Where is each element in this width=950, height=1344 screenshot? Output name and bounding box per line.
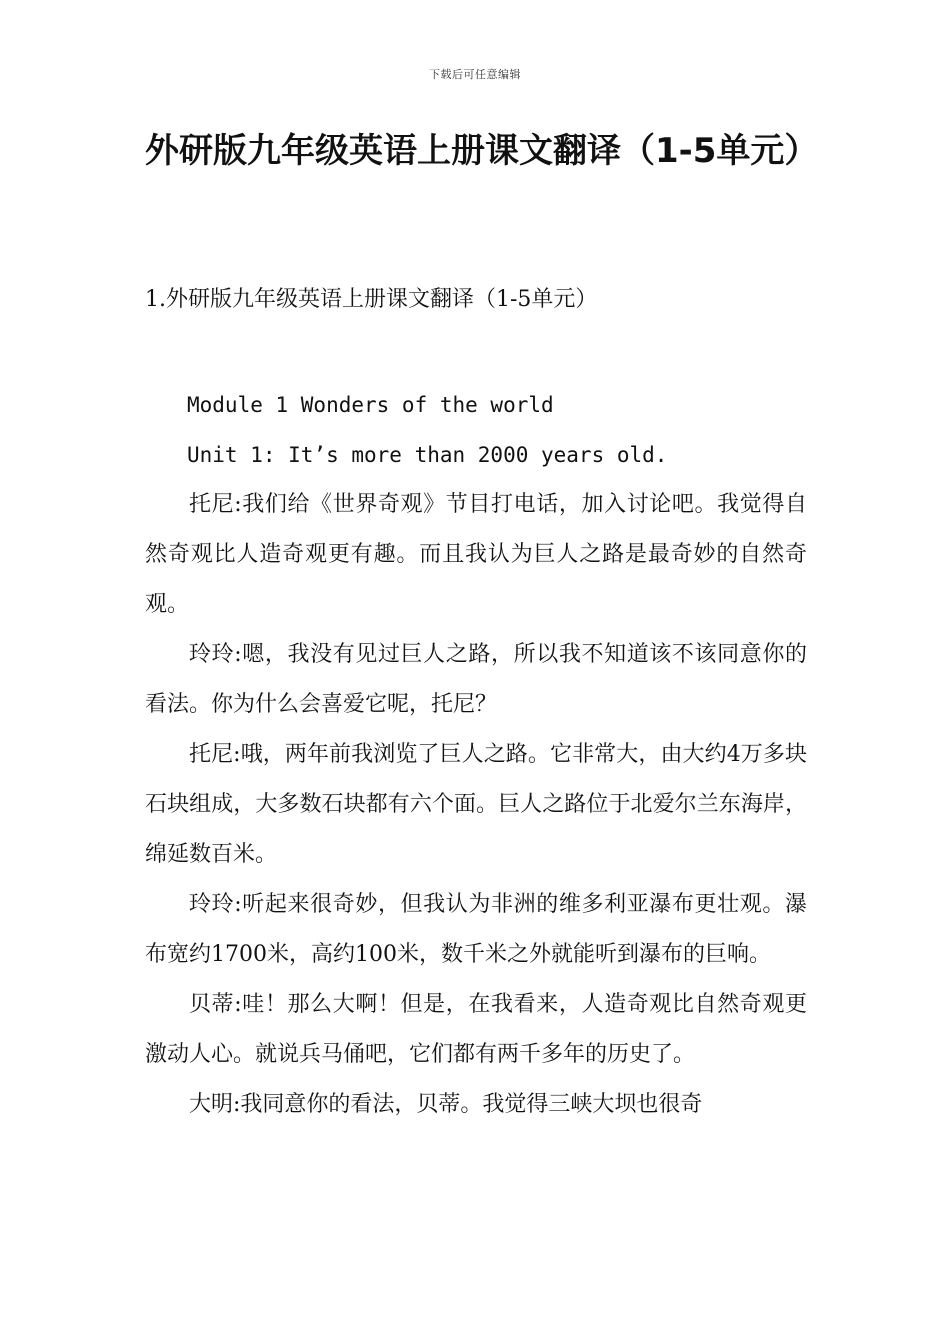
paragraph: 托尼:哦，两年前我浏览了巨人之路。它非常大，由大约4万多块石块组成，大多数石块都有六个面。巨人之路位于北爱尔兰东海岸，绵延数百米。 <box>145 742 807 867</box>
header-note: 下载后可任意编辑 <box>429 68 521 81</box>
body-text <box>145 380 807 1130</box>
paragraph: 贝蒂:哇！那么大啊！但是，在我看来，人造奇观比自然奇观更激动人心。就说兵马俑吧，它们都有两千多年的历史了。 <box>145 992 807 1067</box>
paragraph: 玲玲:听起来很奇妙，但我认为非洲的维多利亚瀑布更壮观。瀑布宽约1700米，高约100米，数千米之外就能听到瀑布的巨响。 <box>145 892 807 967</box>
document-title: 外研版九年级英语上册课文翻译（1-5单元） <box>145 131 819 171</box>
paragraph: 大明:我同意你的看法，贝蒂。我觉得三峡大坝也很奇 <box>189 1092 703 1117</box>
paragraph: 玲玲:嗯，我没有见过巨人之路，所以我不知道该不该同意你的看法。你为什么会喜爱它呢，托尼？ <box>145 642 807 717</box>
section-heading: 1.外研版九年级英语上册课文翻译（1-5单元） <box>145 287 598 312</box>
unit-title: Unit 1: It’s more than 2000 years old. <box>187 443 668 467</box>
module-title: Module 1 Wonders of the world <box>187 393 554 417</box>
paragraph: 托尼:我们给《世界奇观》节目打电话，加入讨论吧。我觉得自然奇观比人造奇观更有趣。而且我认为巨人之路是最奇妙的自然奇观。 <box>145 492 807 617</box>
